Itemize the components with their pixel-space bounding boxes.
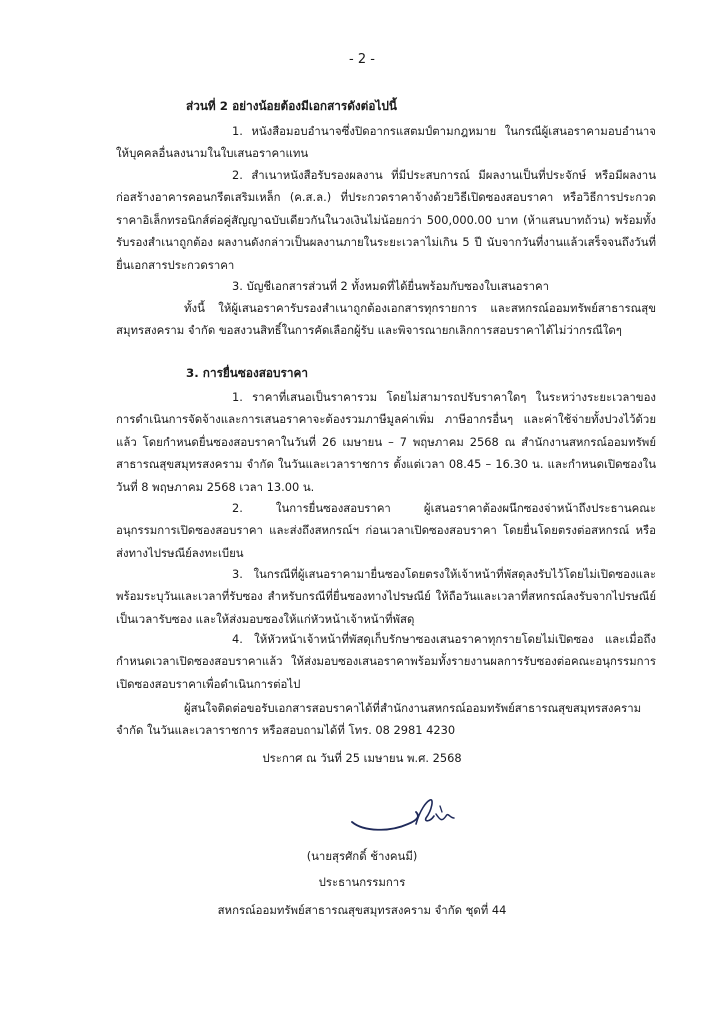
handwritten-signature bbox=[346, 788, 476, 836]
page-number: - 2 - bbox=[349, 52, 375, 67]
section-2-note: ทั้งนี้ ให้ผู้เสนอราคารับรองสำเนาถูกต้องเอกสารทุกรายการ และสหกรณ์ออมทรัพย์สาธารณสุขสมุทรสงคราม จำกัด ขอสงวนสิทธิ์ในการคัดเลือกผู้รับ และพิจารณายกเลิกการสอบราคาได้ไม่ว่ากรณีใดๆ bbox=[116, 301, 656, 338]
section-3-item-3: 3. ในกรณีที่ผู้เสนอราคามายื่นซองโดยตรงให้เจ้าหน้าที่พัสดุลงรับไว้โดยไม่เปิดซองและพร้อมระบุวันและเวลาที่รับซอง สำหรับกรณีที่ยื่นซองทางไปรษณีย์ ให้ถือวันและเวลาที่สหกรณ์ลงรับจากไปรษณีย์เป็นเวลารับซอง และให้ส่งมอบซองให้แก่หัวหน้าเจ้าหน้าที่พัสดุ bbox=[116, 567, 656, 626]
section-3-item-2: 2. ในการยื่นซองสอบราคา ผู้เสนอราคาต้องผนึกซองจ่าหน้าถึงประธานคณะอนุกรรมการเปิดซองสอบราคา และส่งถึงสหกรณ์ฯ ก่อนเวลาเปิดซองสอบราคา โดยยื่นโดยตรงต่อสหกรณ์ หรือส่งทางไปรษณีย์ลงทะเบียน bbox=[116, 501, 656, 560]
signatory-position: ประธานกรรมการ bbox=[318, 875, 406, 889]
section-2-heading: ส่วนที่ 2 อย่างน้อยต้องมีเอกสารดังต่อไปนี้ bbox=[186, 99, 397, 113]
section-3-item-1: 1. ราคาที่เสนอเป็นราคารวม โดยไม่สามารถปรับราคาใดๆ ในระหว่างระยะเวลาของการดำเนินการจัดจ้างและการเสนอราคาจะต้องรวมภาษีมูลค่าเพิ่ม ภาษีอากรอื่นๆ และค่าใช้จ่ายทั้งปวงไว้ด้วยแล้ว โดยกำหนดยื่นซองสอบราคาในวันที่ 26 เมษายน – 7 พฤษภาคม 2568 ณ สำนักงานสหกรณ์ออมทรัพย์สาธารณสุขสมุทรสงคราม จำกัด ในวันและเวลาราชการ ตั้งแต่เวลา 08.45 – 16.30 น. และกำหนดเปิดซองในวันที่ 8 พฤษภาคม 2568 เวลา 13.00 น. bbox=[116, 390, 656, 494]
signatory-organization: สหกรณ์ออมทรัพย์สาธารณสุขสมุทรสงคราม จำกัด ชุดที่ 44 bbox=[217, 903, 507, 917]
announcement-date: ประกาศ ณ วันที่ 25 เมษายน พ.ศ. 2568 bbox=[262, 751, 462, 765]
section-3-heading: 3. การยื่นซองสอบราคา bbox=[186, 366, 308, 380]
section-3-item-4: 4. ให้หัวหน้าเจ้าหน้าที่พัสดุเก็บรักษาซองเสนอราคาทุกรายโดยไม่เปิดซอง และเมื่อถึงกำหนดเวลาเปิดซองสอบราคาแล้ว ให้ส่งมอบซองเสนอราคาพร้อมทั้งรายงานผลการรับซองต่อคณะอนุกรรมการเปิดซองสอบราคาเพื่อดำเนินการต่อไป bbox=[116, 632, 656, 691]
signatory-name: (นายสุรศักดิ์ ช้างคนมี) bbox=[306, 849, 418, 863]
section-2-item-3: 3. บัญชีเอกสารส่วนที่ 2 ทั้งหมดที่ได้ยื่นพร้อมกับซองใบเสนอราคา bbox=[232, 279, 549, 293]
section-2-item-1: 1. หนังสือมอบอำนาจซึ่งปิดอากรแสตมป์ตามกฎหมาย ในกรณีผู้เสนอราคามอบอำนาจให้บุคคลอื่นลงนามในใบเสนอราคาแทน bbox=[116, 124, 656, 161]
contact-paragraph: ผู้สนใจติดต่อขอรับเอกสารสอบราคาได้ที่สำนักงานสหกรณ์ออมทรัพย์สาธารณสุขสมุทรสงคราม จำกัด ในวันและเวลาราชการ หรือสอบถามได้ที่ โทร. 08 2981 4230 bbox=[116, 701, 642, 738]
section-2-item-2: 2. สำเนาหนังสือรับรองผลงาน ที่มีประสบการณ์ มีผลงานเป็นที่ประจักษ์ หรือมีผลงานก่อสร้างอาคารคอนกรีตเสริมเหล็ก (ค.ส.ล.) ที่ประกวดราคาจ้างด้วยวิธีเปิดซองสอบราคา หรือวิธีการประกวดราคาอิเล็กทรอนิกส์ต่อคู่สัญญาฉบับเดียวกันในวงเงินไม่น้อยกว่า 500,000.00 บาท (ห้าแสนบาทถ้วน) พร้อมทั้งรับรองสำเนาถูกต้อง ผลงานดังกล่าวเป็นผลงานภายในระยะเวลาไม่เกิน 5 ปี นับจากวันที่งานแล้วเสร็จจนถึงวันที่ยื่นเอกสารประกวดราคา bbox=[116, 168, 656, 272]
